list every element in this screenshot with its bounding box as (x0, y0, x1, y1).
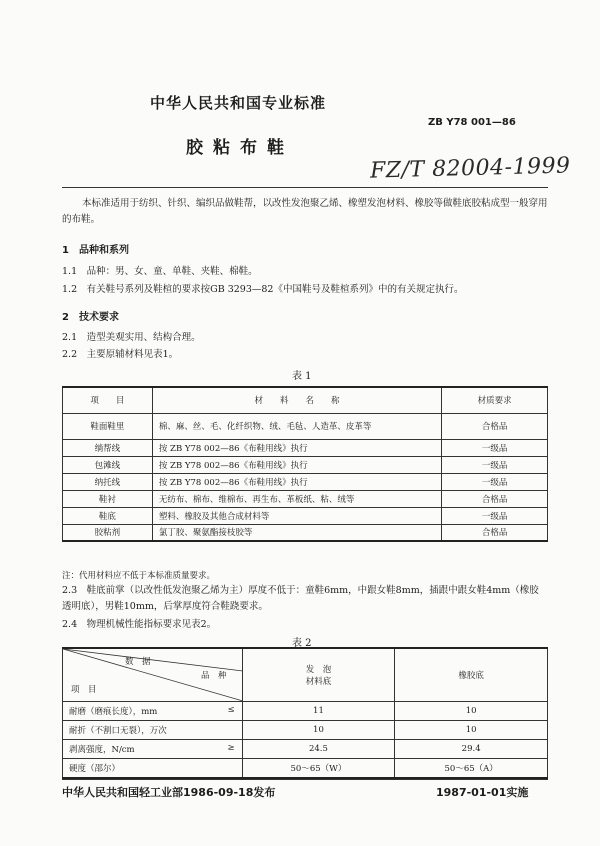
footer-rule (62, 779, 548, 780)
table-cell: 10 (395, 702, 548, 721)
table-cell (63, 702, 243, 721)
table-cell: 合格品 (442, 490, 548, 507)
row-symbol: ≤ (227, 705, 235, 715)
handwritten-annotation: FZ/T 82004-1999 (369, 153, 571, 184)
table-cell: 10 (395, 721, 548, 740)
intro-paragraph: 本标准适用于纺织、针织、编织品做鞋帮，以改性发泡聚乙烯、橡塑发泡材料、橡胶等做鞋底胶粘成型一般穿用的布鞋。 (62, 198, 548, 225)
table-cell: 鞋面鞋里 (63, 413, 153, 439)
row-item: 耐磨（磨痕长度），mm (69, 707, 158, 717)
table-cell: 鞋底 (63, 507, 153, 524)
item-2-1: 2.1 造型美观实用、结构合理。 (62, 332, 201, 343)
table-2-header-foam (242, 648, 395, 702)
table-row (63, 721, 548, 740)
table-cell (63, 759, 243, 778)
table-1-header-row (63, 387, 548, 413)
item-2-3: 2.3 鞋底前掌（以改性低发泡聚乙烯为主）厚度不低于：童鞋6mm，中跟女鞋8mm，插跟中跟女鞋4mm（橡胶透明底），男鞋10mm，后掌厚度符合鞋跷要求。 (62, 585, 539, 612)
row-item: 剥离强度，N/cm (69, 745, 135, 755)
table-row (63, 740, 548, 759)
issued-line: 中华人民共和国轻工业部1986-09-18发布 (62, 786, 276, 799)
table-cell: 10 (242, 721, 395, 740)
table-cell: 50～65（A） (395, 759, 548, 778)
row-symbol: ≥ (227, 743, 235, 753)
table-row (63, 524, 548, 541)
table-row (63, 439, 548, 456)
table-row (63, 507, 548, 524)
table-cell: 无纺布、棉布、维棉布、再生布、革板纸、粘、绒等 (152, 490, 441, 507)
org-title: 中华人民共和国专业标准 (150, 94, 327, 112)
foam-header-line1: 发 泡 (305, 665, 332, 675)
table-2-diagonal-header (63, 648, 243, 702)
item-2-4: 2.4 物理机械性能指标要求见表2。 (62, 619, 217, 630)
diagonal-label-variety: 品 种 (201, 671, 227, 681)
header-rule (62, 187, 548, 188)
table-cell: 29.4 (395, 740, 548, 759)
table-2-header-rubber: 橡胶底 (395, 648, 548, 702)
item-2-2: 2.2 主要原辅材料见表1。 (62, 349, 179, 360)
table-cell: 一级品 (442, 456, 548, 473)
table-cell: 胶粘剂 (63, 524, 153, 541)
table-row (63, 490, 548, 507)
table-1-note: 注：代用材料应不低于本标准质量要求。 (62, 571, 216, 581)
table-2-header-row (63, 648, 548, 702)
table-cell: 一级品 (442, 507, 548, 524)
table-cell (63, 721, 243, 740)
table-cell (63, 740, 243, 759)
table-cell: 纳托线 (63, 473, 153, 490)
standard-number: ZB Y78 001—86 (428, 117, 516, 128)
table-cell: 包滩线 (63, 456, 153, 473)
effective-line: 1987-01-01实施 (436, 786, 529, 799)
table-cell: 50～65（W） (242, 759, 395, 778)
table-cell: 一级品 (442, 439, 548, 456)
table-row (63, 456, 548, 473)
table-2-caption: 表 2 (292, 638, 312, 649)
table-cell: 按 ZB Y78 002—86《布鞋用线》执行 (152, 439, 441, 456)
table-cell: 11 (242, 702, 395, 721)
table-cell: 合格品 (442, 524, 548, 541)
table-cell: 按 ZB Y78 002—86《布鞋用线》执行 (152, 473, 441, 490)
table-1-header-item: 项 目 (63, 387, 153, 413)
table-cell: 合格品 (442, 413, 548, 439)
table-cell: 鞋衬 (63, 490, 153, 507)
table-cell: 棉、麻、丝、毛、化纤织物、绒、毛毡、人造革、皮革等 (152, 413, 441, 439)
foam-header-line2: 材料底 (305, 677, 332, 687)
table-1-header-material: 材 料 名 称 (152, 387, 441, 413)
item-1-2: 1.2 有关鞋号系列及鞋楦的要求按GB 3293—82《中国鞋号及鞋楦系列》中的有关规定执行。 (62, 284, 464, 295)
table-row (63, 702, 548, 721)
table-cell: 绱帮线 (63, 439, 153, 456)
table-2 (62, 647, 548, 779)
diagonal-label-item: 项 目 (71, 685, 97, 695)
section-2-heading: 2 技术要求 (62, 312, 119, 323)
diagonal-label-data: 数 据 (125, 657, 151, 667)
section-1-heading: 1 品种和系列 (62, 245, 129, 256)
table-row (63, 473, 548, 490)
table-cell: 氯丁胶、聚氨酯接枝胶等 (152, 524, 441, 541)
table-cell: 塑料、橡胶及其他合成材料等 (152, 507, 441, 524)
item-1-1: 1.1 品种：男、女、童、单鞋、夹鞋、棉鞋。 (62, 266, 258, 277)
table-cell: 按 ZB Y78 002—86《布鞋用线》执行 (152, 456, 441, 473)
table-cell: 一级品 (442, 473, 548, 490)
row-item: 硬度（邵尔） (69, 763, 121, 774)
table-row (63, 413, 548, 439)
table-1-caption: 表 1 (292, 371, 312, 382)
table-row (63, 759, 548, 778)
table-cell: 24.5 (242, 740, 395, 759)
row-item: 耐折（不割口无裂），万次 (69, 726, 167, 736)
document-title: 胶粘布鞋 (186, 138, 294, 158)
table-1-header-quality: 材质要求 (442, 387, 548, 413)
table-1 (62, 386, 548, 542)
